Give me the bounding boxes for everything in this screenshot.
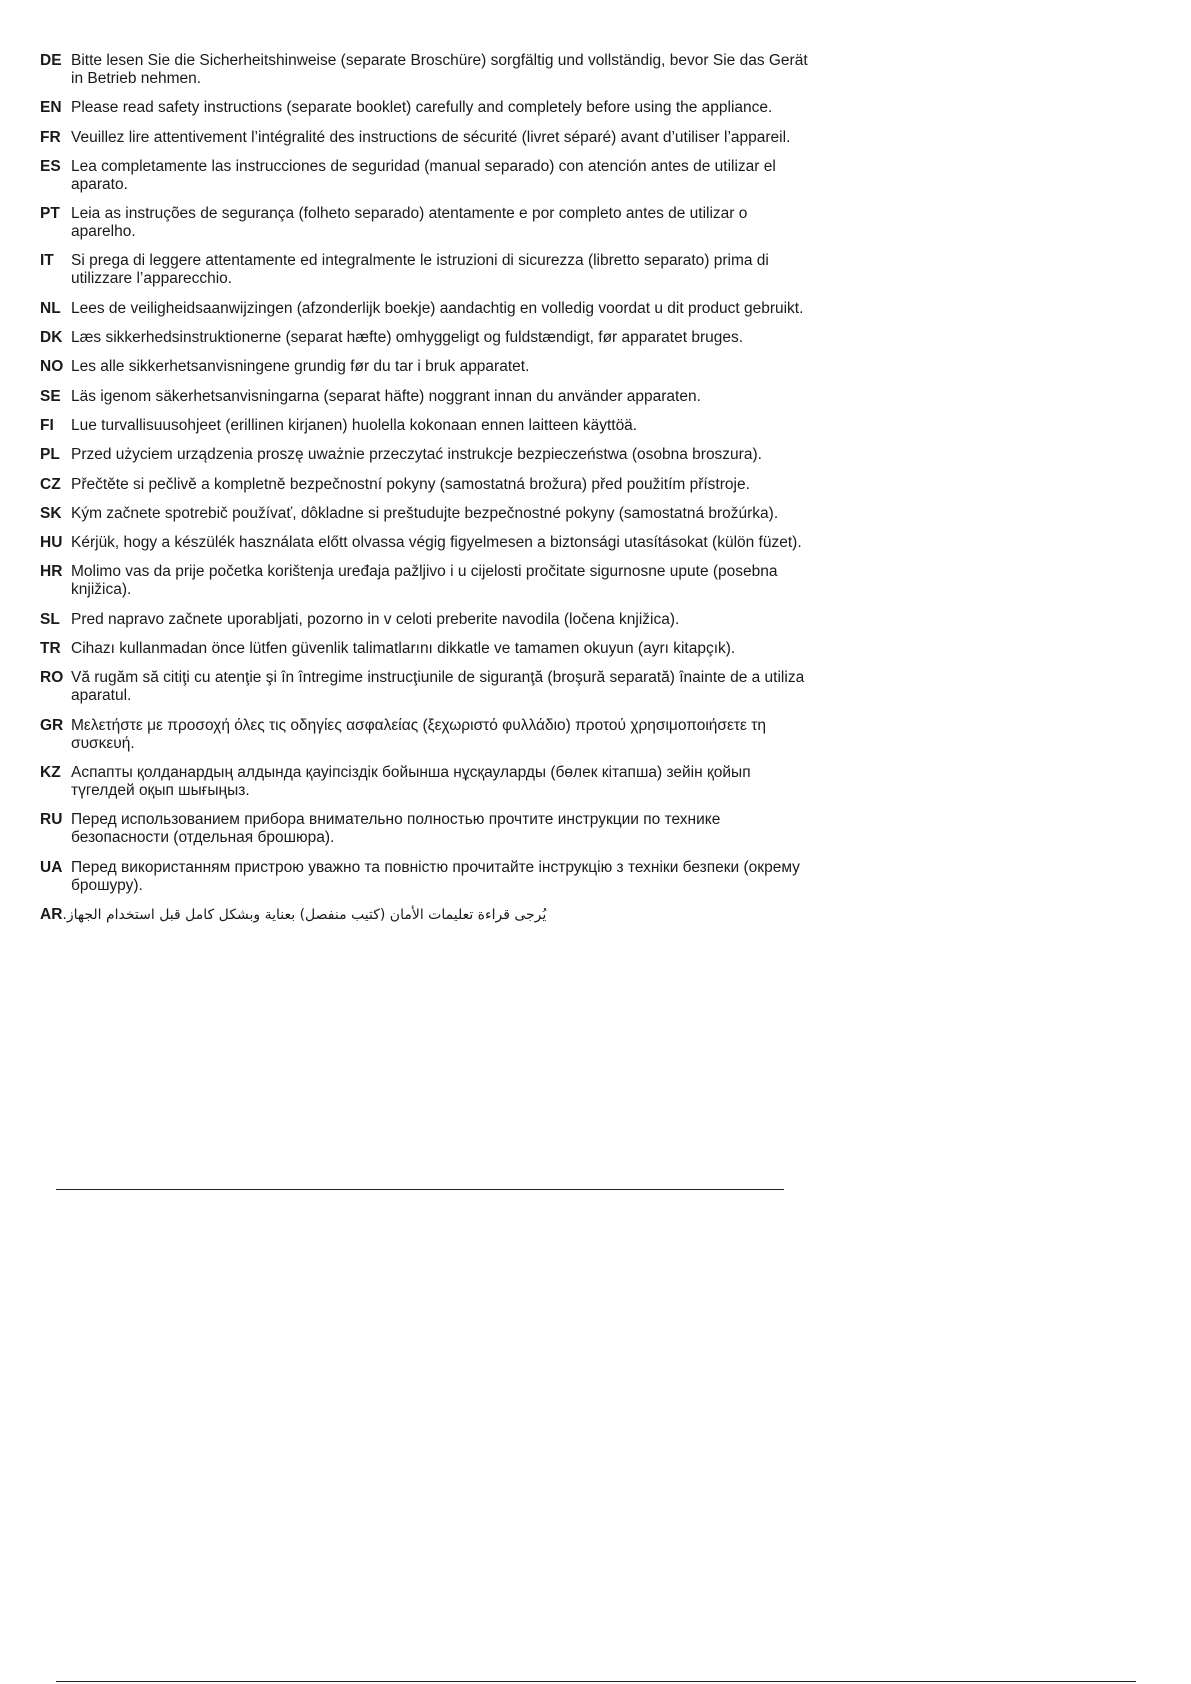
language-code: SL bbox=[40, 610, 60, 628]
language-code: RO bbox=[40, 669, 64, 687]
notice-text: Vă rugăm să citiţi cu atenţie şi în întregime instrucţiunile de siguranţă (broşură separată) înainte de a utiliza aparatul. bbox=[71, 669, 805, 705]
language-code: AR bbox=[40, 905, 63, 923]
notice-text: Перед використанням пристрою уважно та повністю прочитайте інструкцію з техніки безпеки (окрему брошуру). bbox=[71, 858, 800, 894]
notice-text: Μελετήστε με προσοχή όλες τις οδηγίες ασφαλείας (ξεχωριστό φυλλάδιο) προτού χρησιμοποιήσετε τη συσκευή. bbox=[71, 716, 766, 752]
language-code: DK bbox=[40, 329, 63, 347]
notice-text: Si prega di leggere attentamente ed integralmente le istruzioni di sicurezza (libretto separato) prima di utilizzare l’apparecchio. bbox=[71, 252, 769, 288]
notice-pt bbox=[40, 205, 810, 241]
language-code: HU bbox=[40, 534, 63, 552]
language-code: UA bbox=[40, 858, 63, 876]
language-code: PT bbox=[40, 205, 60, 223]
notice-text: يُرجى قراءة تعليمات الأمان (كتيب منفصل) بعناية وبشكل كامل قبل استخدام الجهاز. bbox=[62, 906, 547, 923]
language-code: SE bbox=[40, 387, 61, 405]
notice-text: Les alle sikkerhetsanvisningene grundig før du tar i bruk apparatet. bbox=[71, 358, 530, 376]
language-code: GR bbox=[40, 716, 64, 734]
notice-text: Leia as instruções de segurança (folheto separado) atentamente e por completo antes de utilizar o aparelho. bbox=[71, 205, 748, 241]
language-code: ES bbox=[40, 157, 61, 175]
notice-text: Læs sikkerhedsinstruktionerne (separat hæfte) omhyggeligt og fuldstændigt, før apparatet bruges. bbox=[71, 329, 744, 347]
notice-text: Lue turvallisuusohjeet (erillinen kirjanen) huolella kokonaan ennen laitteen käyttöä. bbox=[71, 416, 638, 434]
notice-text: Läs igenom säkerhetsanvisningarna (separat häfte) noggrant innan du använder apparaten. bbox=[71, 387, 701, 405]
notice-cz bbox=[40, 476, 810, 494]
language-code: DE bbox=[40, 52, 62, 69]
notice-hr bbox=[40, 563, 810, 599]
notice-ru bbox=[40, 811, 810, 847]
language-code: HR bbox=[40, 563, 63, 581]
notice-text: Kým začnete spotrebič používať, dôkladne si preštudujte bezpečnostné pokyny (samostatná brožúrka). bbox=[71, 504, 779, 522]
notice-text: Přečtěte si pečlivě a kompletně bezpečnostní pokyny (samostatná brožura) před použitím přístroje. bbox=[71, 475, 750, 493]
notice-kz bbox=[40, 764, 810, 800]
notice-text: Перед использованием прибора внимательно полностью прочтите инструкции по технике безопасности (отдельная брошюра). bbox=[71, 811, 721, 847]
notice-it bbox=[40, 252, 810, 288]
notice-tr bbox=[40, 640, 810, 658]
notice-gr bbox=[40, 717, 810, 753]
language-code: NL bbox=[40, 299, 61, 317]
notice-text: Pred napravo začnete uporabljati, pozorno in v celoti preberite navodila (ločena knjižica). bbox=[71, 610, 680, 628]
notice-sl bbox=[40, 611, 810, 629]
notice-pl bbox=[40, 446, 810, 464]
notice-no bbox=[40, 358, 810, 376]
notice-dk bbox=[40, 329, 810, 347]
notice-text: Аспапты қолданардың алдында қауіпсіздік бойынша нұсқауларды (бөлек кітапша) зейін қойып түгелдей оқып шығыңыз. bbox=[71, 763, 751, 799]
notice-se bbox=[40, 388, 810, 406]
language-code: NO bbox=[40, 358, 64, 376]
language-code: EN bbox=[40, 99, 62, 117]
notice-text: Kérjük, hogy a készülék használata előtt olvassa végig figyelmesen a biztonsági utasításokat (külön füzet). bbox=[71, 534, 802, 552]
safety-notice-list bbox=[40, 52, 810, 935]
divider-line bbox=[56, 1189, 784, 1190]
notice-text: Please read safety instructions (separate booklet) carefully and completely before using the appliance. bbox=[71, 99, 773, 117]
footer-divider-line bbox=[56, 1681, 1136, 1682]
language-code: TR bbox=[40, 640, 61, 658]
language-code: FI bbox=[40, 416, 54, 434]
language-code: FR bbox=[40, 128, 61, 146]
notice-fi bbox=[40, 417, 810, 435]
notice-ua bbox=[40, 859, 810, 895]
notice-text: Lees de veiligheidsaanwijzingen (afzonderlijk boekje) aandachtig en volledig voordat u dit product gebruikt. bbox=[71, 299, 804, 317]
notice-text: Veuillez lire attentivement l’intégralité des instructions de sécurité (livret séparé) avant d’utiliser l’appareil. bbox=[71, 128, 791, 146]
notice-text: Molimo vas da prije početka korištenja uređaja pažljivo i u cijelosti pročitate sigurnosne upute (posebna knjižica). bbox=[71, 563, 778, 599]
notice-nl bbox=[40, 300, 810, 318]
notice-es bbox=[40, 158, 810, 194]
notice-hu bbox=[40, 534, 810, 552]
language-code: PL bbox=[40, 446, 60, 464]
notice-text: Lea completamente las instrucciones de seguridad (manual separado) con atención antes de utilizar el aparato. bbox=[71, 157, 776, 193]
notice-en bbox=[40, 99, 810, 117]
language-code: CZ bbox=[40, 475, 61, 493]
notice-ro bbox=[40, 669, 810, 705]
notice-text: Przed użyciem urządzenia proszę uważnie przeczytać instrukcje bezpieczeństwa (osobna broszura). bbox=[71, 446, 762, 464]
language-code: RU bbox=[40, 811, 63, 829]
language-code: SK bbox=[40, 504, 62, 522]
notice-ar bbox=[40, 906, 810, 924]
notice-de bbox=[40, 52, 810, 88]
notice-sk bbox=[40, 505, 810, 523]
language-code: KZ bbox=[40, 763, 61, 781]
notice-text: Cihazı kullanmadan önce lütfen güvenlik talimatlarını dikkatle ve tamamen okuyun (ayrı kitapçık). bbox=[71, 640, 736, 658]
notice-fr bbox=[40, 129, 810, 147]
notice-text: Bitte lesen Sie die Sicherheitshinweise (separate Broschüre) sorgfältig und vollständig, bevor Sie das Gerät in Betrieb nehmen. bbox=[71, 52, 808, 87]
language-code: IT bbox=[40, 252, 54, 270]
